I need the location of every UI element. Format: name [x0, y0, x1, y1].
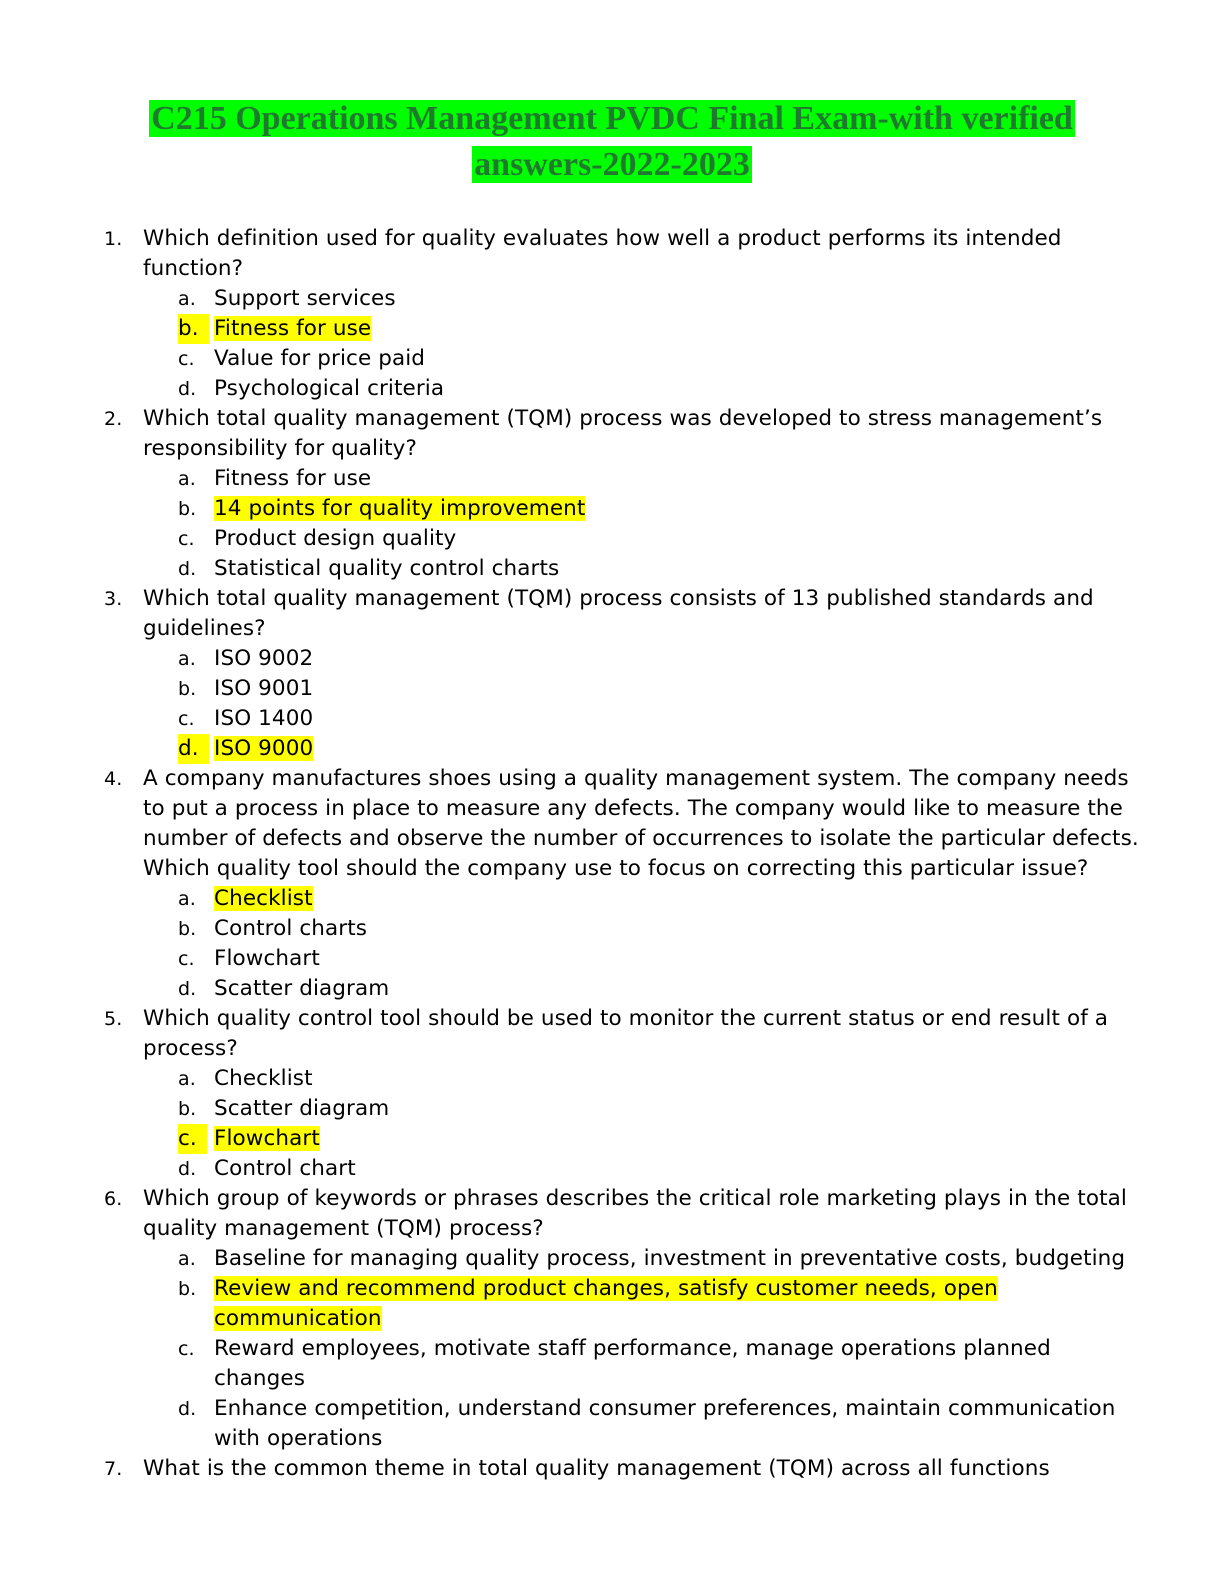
highlighted-answer: Review and recommend product changes, satisfy customer needs, open communication — [214, 1276, 998, 1331]
question-7 — [0, 1454, 1143, 1484]
option-letter: a. — [178, 468, 196, 490]
question-2 — [0, 404, 1143, 584]
option-b-correct — [143, 494, 1144, 524]
option-letter: c. — [178, 708, 195, 730]
question-5 — [0, 1004, 1143, 1184]
option-letter: d. — [178, 1158, 197, 1180]
page-title — [0, 96, 1224, 188]
option-b — [143, 914, 1144, 944]
option-b — [143, 1094, 1144, 1124]
option-letter: c. — [178, 348, 195, 370]
option-letter: d. — [178, 1398, 197, 1420]
option-letter: a. — [178, 888, 196, 910]
question-number: 4. — [104, 768, 123, 790]
option-letter: a. — [178, 1068, 196, 1090]
option-list — [143, 1244, 1143, 1454]
question-text: Which group of keywords or phrases describes the critical role marketing plays in the total quality management (TQM) process? — [143, 1186, 1127, 1241]
title-line-2: answers-2022-2023 — [474, 146, 750, 183]
question-number: 2. — [104, 408, 123, 430]
option-text: Product design quality — [214, 526, 457, 551]
option-c — [143, 344, 1144, 374]
option-letter: c. — [178, 1338, 195, 1360]
option-text: Psychological criteria — [214, 376, 445, 401]
option-letter: d. — [178, 978, 197, 1000]
option-c — [143, 704, 1144, 734]
highlighted-answer: Flowchart — [214, 1126, 320, 1151]
option-letter: d. — [178, 734, 209, 764]
question-number: 1. — [104, 228, 123, 250]
option-text: Fitness for use — [214, 466, 372, 491]
option-list — [143, 464, 1143, 584]
option-a — [143, 1064, 1144, 1094]
option-text: Enhance competition, understand consumer preferences, maintain communication with operations — [214, 1396, 1116, 1451]
question-number: 3. — [104, 588, 123, 610]
option-text: Reward employees, motivate staff performance, manage operations planned changes — [214, 1336, 1051, 1391]
option-a — [143, 644, 1144, 674]
option-list — [143, 884, 1143, 1004]
option-text: Value for price paid — [214, 346, 426, 371]
option-text: Baseline for managing quality process, investment in preventative costs, budgeting — [214, 1246, 1126, 1271]
question-text: Which total quality management (TQM) process was developed to stress management’s responsibility for quality? — [143, 406, 1103, 461]
option-letter: b. — [178, 918, 197, 940]
highlighted-answer: Checklist — [214, 886, 313, 911]
option-c — [143, 1334, 1144, 1394]
option-letter: c. — [178, 528, 195, 550]
option-text: Control charts — [214, 916, 368, 941]
option-a — [143, 464, 1144, 494]
option-letter: b. — [178, 678, 197, 700]
question-text: What is the common theme in total quality management (TQM) across all functions — [143, 1456, 1050, 1481]
question-4 — [0, 764, 1143, 1004]
option-text: Statistical quality control charts — [214, 556, 560, 581]
question-number: 6. — [104, 1188, 123, 1210]
option-b-correct — [143, 314, 1144, 344]
option-text: Checklist — [214, 1066, 313, 1091]
option-d — [143, 1154, 1144, 1184]
question-3 — [0, 584, 1143, 764]
option-text: Scatter diagram — [214, 1096, 390, 1121]
highlighted-answer: ISO 9000 — [214, 736, 314, 761]
option-list — [143, 1064, 1143, 1184]
option-letter: a. — [178, 1248, 196, 1270]
option-list — [143, 284, 1143, 404]
option-letter: c. — [178, 948, 195, 970]
question-text: A company manufactures shoes using a quality management system. The company needs to put a process in place to measure any defects. The company would like to measure the number of defects and observe the number of occurrences to isolate the particular defects. Which quality tool should the company use to focus on correcting this particular issue? — [143, 766, 1139, 881]
option-letter: a. — [178, 648, 196, 670]
question-number: 7. — [104, 1458, 123, 1480]
question-text: Which definition used for quality evaluates how well a product performs its intended function? — [143, 226, 1062, 281]
option-d — [143, 1394, 1144, 1454]
option-letter: c. — [178, 1124, 207, 1154]
option-text: Flowchart — [214, 946, 320, 971]
option-text: ISO 1400 — [214, 706, 314, 731]
option-c-correct — [143, 1124, 1144, 1154]
option-text: Scatter diagram — [214, 976, 390, 1001]
option-list — [143, 644, 1143, 764]
option-text: ISO 9001 — [214, 676, 314, 701]
highlighted-answer: 14 points for quality improvement — [214, 496, 586, 521]
option-text: Control chart — [214, 1156, 356, 1181]
question-list — [0, 224, 1224, 1484]
option-letter: a. — [178, 288, 196, 310]
question-text: Which quality control tool should be used to monitor the current status or end result of a process? — [143, 1006, 1109, 1061]
option-letter: d. — [178, 378, 197, 400]
option-d — [143, 554, 1144, 584]
option-b-correct — [143, 1274, 1144, 1334]
option-d — [143, 974, 1144, 1004]
option-d-correct — [143, 734, 1144, 764]
option-a — [143, 1244, 1144, 1274]
option-letter: b. — [178, 498, 197, 520]
question-text: Which total quality management (TQM) process consists of 13 published standards and guidelines? — [143, 586, 1094, 641]
option-letter: d. — [178, 558, 197, 580]
title-line-1: C215 Operations Management PVDC Final Exam-with verified — [151, 100, 1073, 137]
option-a-correct — [143, 884, 1144, 914]
question-number: 5. — [104, 1008, 123, 1030]
option-c — [143, 524, 1144, 554]
option-b — [143, 674, 1144, 704]
question-1 — [0, 224, 1143, 404]
question-6 — [0, 1184, 1143, 1454]
option-letter: b. — [178, 1098, 197, 1120]
option-d — [143, 374, 1144, 404]
option-c — [143, 944, 1144, 974]
highlighted-answer: Fitness for use — [214, 316, 372, 341]
option-text: Support services — [214, 286, 396, 311]
option-letter: b. — [178, 314, 209, 344]
option-text: ISO 9002 — [214, 646, 314, 671]
option-a — [143, 284, 1144, 314]
option-letter: b. — [178, 1278, 197, 1300]
